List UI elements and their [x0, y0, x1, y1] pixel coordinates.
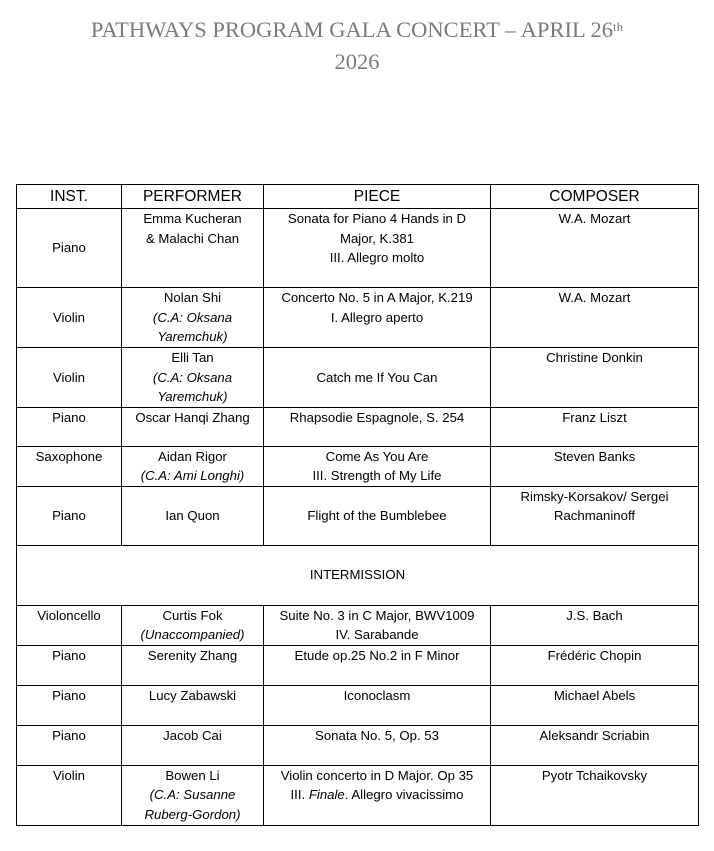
accompanist-line-2: Yaremchuk) — [157, 389, 228, 404]
header-piece: PIECE — [264, 185, 491, 209]
cell-inst: Piano — [17, 407, 122, 446]
cell-performer — [122, 605, 264, 645]
cell-inst: Piano — [17, 486, 122, 545]
cell-composer: Pyotr Tchaikovsky — [491, 765, 699, 825]
piece-line-1: Come As You Are — [325, 448, 429, 464]
table-row — [17, 765, 699, 825]
cell-performer — [122, 209, 264, 288]
cell-piece: Catch me If You Can — [264, 348, 491, 408]
cell-piece — [264, 209, 491, 288]
performer-name: Emma Kucheran — [143, 211, 242, 226]
cell-inst: Piano — [17, 685, 122, 725]
table-row — [17, 685, 699, 725]
cell-inst: Violoncello — [17, 605, 122, 645]
cell-piece: Iconoclasm — [264, 685, 491, 725]
piece-line-1: Concerto No. 5 in A Major, K.219 — [281, 290, 473, 305]
cell-composer: J.S. Bach — [491, 605, 699, 645]
page-title — [0, 14, 714, 78]
cell-performer — [122, 446, 264, 486]
cell-composer: Michael Abels — [491, 685, 699, 725]
table-row — [17, 605, 699, 645]
cell-inst: Piano — [17, 645, 122, 685]
table-row — [17, 645, 699, 685]
piece-movement: III. — [290, 787, 309, 802]
cell-performer: Jacob Cai — [122, 725, 264, 765]
header-composer: COMPOSER — [491, 185, 699, 209]
piece-line-2 — [267, 785, 487, 805]
accompanist-line-1: (C.A: Oksana — [152, 309, 233, 325]
performer-name: Bowen Li — [165, 767, 220, 783]
cell-piece — [264, 605, 491, 645]
piece-line-2: I. Allegro aperto — [330, 309, 424, 325]
piece-tempo: . Allegro vivacissimo — [344, 787, 464, 802]
table-row — [17, 348, 699, 408]
title-year: 2026 — [334, 49, 380, 74]
cell-piece — [264, 446, 491, 486]
table-row — [17, 725, 699, 765]
piece-line-2: III. Strength of My Life — [312, 468, 442, 483]
cell-performer: Lucy Zabawski — [122, 685, 264, 725]
cell-piece: Rhapsodie Espagnole, S. 254 — [264, 407, 491, 446]
cell-piece — [264, 765, 491, 825]
cell-inst: Piano — [17, 209, 122, 288]
accompanist-line-1: (C.A: Oksana — [152, 369, 233, 385]
cell-composer: Frédéric Chopin — [491, 645, 699, 685]
table-row — [17, 288, 699, 348]
cell-inst: Piano — [17, 725, 122, 765]
cell-inst: Saxophone — [17, 446, 122, 486]
piece-line-1: Sonata for Piano 4 Hands in D — [287, 211, 467, 226]
cell-composer: Steven Banks — [491, 446, 699, 486]
cell-inst: Violin — [17, 765, 122, 825]
piece-line-2: IV. Sarabande — [335, 627, 419, 642]
cell-piece — [264, 288, 491, 348]
accompanist-line-2: Ruberg-Gordon) — [144, 806, 241, 822]
accompanist-line-1: (C.A: Susanne — [149, 787, 236, 802]
performer-name: Aidan Rigor — [158, 448, 227, 464]
piece-line-1: Suite No. 3 in C Major, BWV1009 — [279, 607, 475, 623]
composer-line-1: Rimsky-Korsakov/ Sergei — [520, 488, 669, 504]
cell-composer: Christine Donkin — [491, 348, 699, 408]
cell-performer — [122, 765, 264, 825]
header-row — [17, 185, 699, 209]
piece-movement-title: Finale — [308, 787, 345, 802]
cell-piece: Flight of the Bumblebee — [264, 486, 491, 545]
piece-line-3: III. Allegro molto — [329, 250, 425, 265]
cell-composer: W.A. Mozart — [491, 209, 699, 288]
cell-performer: Ian Quon — [122, 486, 264, 545]
piece-line-2: Major, K.381 — [339, 230, 415, 246]
cell-performer: Oscar Hanqi Zhang — [122, 407, 264, 446]
title-superscript: th — [612, 19, 624, 34]
performer-name-2: & Malachi Chan — [145, 230, 240, 246]
cell-piece: Sonata No. 5, Op. 53 — [264, 725, 491, 765]
cell-inst: Violin — [17, 288, 122, 348]
performer-name: Nolan Shi — [163, 290, 222, 305]
performer-name: Elli Tan — [171, 350, 214, 365]
composer-line-2: Rachmaninoff — [553, 508, 636, 523]
cell-composer: W.A. Mozart — [491, 288, 699, 348]
cell-composer: Aleksandr Scriabin — [491, 725, 699, 765]
table-row — [17, 486, 699, 545]
performer-name: Curtis Fok — [162, 607, 223, 623]
piece-line-1: Violin concerto in D Major. Op 35 — [280, 767, 474, 783]
cell-performer — [122, 288, 264, 348]
accompanist-line-1: (C.A: Ami Longhi) — [140, 468, 245, 483]
header-inst: INST. — [17, 185, 122, 209]
intermission-label: INTERMISSION — [17, 545, 699, 605]
cell-piece: Etude op.25 No.2 in F Minor — [264, 645, 491, 685]
accompanist-line-1: (Unaccompanied) — [140, 627, 245, 642]
intermission-row — [17, 545, 699, 605]
header-performer: PERFORMER — [122, 185, 264, 209]
program-table — [16, 184, 699, 826]
table-row — [17, 407, 699, 446]
title-line-1 — [0, 14, 714, 46]
cell-composer — [491, 486, 699, 545]
accompanist-line-2: Yaremchuk) — [157, 329, 228, 344]
cell-performer — [122, 348, 264, 408]
title-main: PATHWAYS PROGRAM GALA CONCERT – APRIL 26 — [90, 17, 613, 42]
table-row — [17, 446, 699, 486]
cell-composer: Franz Liszt — [491, 407, 699, 446]
table-row — [17, 209, 699, 288]
cell-inst: Violin — [17, 348, 122, 408]
cell-performer: Serenity Zhang — [122, 645, 264, 685]
